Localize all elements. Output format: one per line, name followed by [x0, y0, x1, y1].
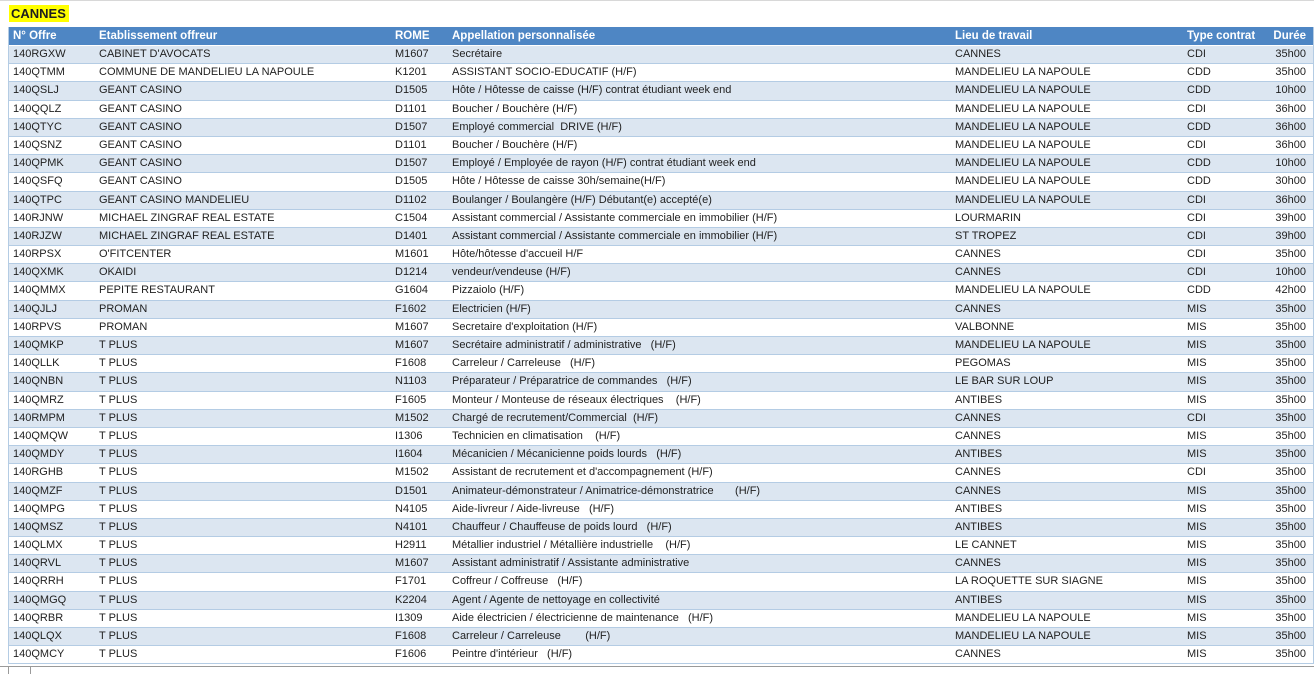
cell-offre[interactable]: 140QMQW	[13, 429, 69, 442]
cell-type-contrat[interactable]: CDD	[1187, 84, 1211, 97]
cell-etablissement[interactable]: MICHAEL ZINGRAF REAL ESTATE	[99, 211, 275, 224]
cell-lieu[interactable]: MANDELIEU LA NAPOULE	[955, 138, 1091, 151]
column-header-duree[interactable]: Durée	[1273, 30, 1306, 42]
cell-duree[interactable]: 35h00	[1275, 484, 1306, 497]
table-row	[9, 628, 1313, 646]
cell-offre[interactable]: 140QRVL	[13, 557, 62, 570]
cell-appellation[interactable]: Mécanicien / Mécanicienne poids lourds (H/F)	[452, 448, 682, 461]
grid-line-left	[8, 667, 9, 674]
cell-etablissement[interactable]: T PLUS	[99, 484, 138, 497]
cell-duree[interactable]: 10h00	[1275, 84, 1306, 97]
cell-etablissement[interactable]: T PLUS	[99, 466, 138, 479]
cell-duree[interactable]: 42h00	[1275, 284, 1306, 297]
column-header-rome[interactable]: ROME	[395, 30, 430, 42]
table-row	[9, 410, 1313, 428]
cell-type-contrat[interactable]: MIS	[1187, 575, 1207, 588]
cell-rome[interactable]: F1608	[395, 357, 427, 370]
cell-rome[interactable]: F1605	[395, 393, 427, 406]
cell-etablissement[interactable]: GEANT CASINO MANDELIEU	[99, 193, 250, 206]
cell-rome[interactable]: F1606	[395, 648, 427, 661]
cell-appellation[interactable]: Hôte / Hôtesse de caisse 30h/semaine(H/F)	[452, 175, 666, 188]
cell-duree[interactable]: 35h00	[1275, 466, 1306, 479]
cell-appellation[interactable]: Secrétaire administratif / administrative (H/F)	[452, 339, 676, 351]
cell-rome[interactable]: G1604	[395, 284, 429, 297]
table-row	[9, 446, 1313, 464]
cell-rome[interactable]: F1608	[395, 630, 427, 642]
cell-duree[interactable]: 35h00	[1275, 357, 1306, 370]
cell-duree[interactable]: 35h00	[1275, 448, 1306, 461]
cell-appellation[interactable]: Aide-livreur / Aide-livreuse (H/F)	[452, 502, 614, 515]
cell-appellation[interactable]: Boucher / Bouchère (H/F)	[452, 138, 578, 151]
cell-duree[interactable]: 35h00	[1275, 593, 1306, 606]
table-row	[9, 64, 1313, 82]
cell-lieu[interactable]: MANDELIEU LA NAPOULE	[955, 611, 1091, 624]
cell-lieu[interactable]: ANTIBES	[955, 393, 1003, 406]
table-row	[9, 155, 1313, 173]
cell-etablissement[interactable]: T PLUS	[99, 593, 138, 606]
cell-offre[interactable]: 140QSNZ	[13, 138, 62, 151]
cell-rome[interactable]: C1504	[395, 211, 428, 224]
cell-appellation[interactable]: Employé / Employée de rayon (H/F) contrat étudiant week end	[452, 157, 756, 170]
cell-rome[interactable]: D1505	[395, 175, 428, 188]
cell-lieu[interactable]: CANNES	[955, 429, 1001, 442]
cell-type-contrat[interactable]: CDI	[1187, 211, 1206, 224]
cell-rome[interactable]: H2911	[395, 539, 427, 552]
cell-type-contrat[interactable]: CDI	[1187, 193, 1206, 206]
cell-rome[interactable]: N4101	[395, 520, 428, 533]
cell-type-contrat[interactable]: CDD	[1187, 157, 1211, 170]
cell-duree[interactable]: 35h00	[1275, 429, 1306, 442]
cell-appellation[interactable]: Chauffeur / Chauffeuse de poids lourd (H/F)	[452, 520, 672, 533]
cell-rome[interactable]: D1102	[395, 193, 427, 206]
cell-etablissement[interactable]: T PLUS	[99, 411, 138, 424]
cell-duree[interactable]: 35h00	[1275, 630, 1306, 642]
cell-rome[interactable]: D1507	[395, 157, 428, 170]
cell-duree[interactable]: 39h00	[1275, 211, 1306, 224]
cell-type-contrat[interactable]: MIS	[1187, 611, 1207, 624]
cell-rome[interactable]: D1101	[395, 138, 427, 151]
cell-rome[interactable]: M1502	[395, 411, 429, 424]
table-row	[9, 337, 1313, 355]
cell-appellation[interactable]: Chargé de recrutement/Commercial (H/F)	[452, 411, 659, 424]
cell-appellation[interactable]: Peintre d'intérieur (H/F)	[452, 648, 573, 661]
cell-lieu[interactable]: ANTIBES	[955, 593, 1003, 606]
cell-duree[interactable]: 35h00	[1275, 375, 1306, 388]
bottom-grid-fragment	[0, 666, 1314, 674]
cell-duree[interactable]: 30h00	[1275, 175, 1306, 188]
column-header-lieu[interactable]: Lieu de travail	[955, 30, 1033, 42]
cell-rome[interactable]: F1701	[395, 575, 427, 588]
cell-offre[interactable]: 140RJZW	[13, 229, 62, 242]
cell-type-contrat[interactable]: CDI	[1187, 229, 1206, 242]
cell-offre[interactable]: 140QTPC	[13, 193, 62, 206]
table-row	[9, 573, 1313, 591]
cell-etablissement[interactable]: GEANT CASINO	[99, 138, 182, 151]
cell-offre[interactable]: 140QMPG	[13, 502, 65, 515]
cell-offre[interactable]: 140QRBR	[13, 611, 64, 624]
table-row	[9, 428, 1313, 446]
cell-type-contrat[interactable]: MIS	[1187, 320, 1207, 333]
cell-appellation[interactable]: Monteur / Monteuse de réseaux électriques (H/F)	[452, 393, 701, 406]
table-row	[9, 319, 1313, 337]
cell-offre[interactable]: 140RGXW	[13, 48, 66, 60]
table-row	[9, 246, 1313, 264]
cell-type-contrat[interactable]: MIS	[1187, 648, 1207, 661]
cell-duree[interactable]: 36h00	[1275, 120, 1306, 133]
cell-etablissement[interactable]: COMMUNE DE MANDELIEU LA NAPOULE	[99, 66, 315, 79]
cell-type-contrat[interactable]: MIS	[1187, 448, 1207, 461]
table-row	[9, 173, 1313, 191]
cell-type-contrat[interactable]: MIS	[1187, 375, 1207, 388]
cell-offre[interactable]: 140QLMX	[13, 539, 63, 552]
grid-line-column	[30, 667, 31, 674]
cell-etablissement[interactable]: T PLUS	[99, 630, 138, 642]
cell-appellation[interactable]: ASSISTANT SOCIO-EDUCATIF (H/F)	[452, 66, 637, 79]
cell-lieu[interactable]: CANNES	[955, 302, 1001, 315]
cell-duree[interactable]: 10h00	[1275, 157, 1306, 170]
cell-type-contrat[interactable]: CDD	[1187, 175, 1211, 188]
cell-lieu[interactable]: ANTIBES	[955, 448, 1003, 461]
cell-duree[interactable]: 35h00	[1275, 557, 1306, 570]
cell-etablissement[interactable]: GEANT CASINO	[99, 157, 182, 170]
cell-type-contrat[interactable]: CDI	[1187, 102, 1206, 115]
cell-appellation[interactable]: Métallier industriel / Métallière industrielle (H/F)	[452, 539, 691, 552]
cell-appellation[interactable]: Pizzaiolo (H/F)	[452, 284, 525, 297]
cell-offre[interactable]: 140QJLJ	[13, 302, 58, 315]
cell-duree[interactable]: 35h00	[1275, 502, 1306, 515]
cell-lieu[interactable]: CANNES	[955, 248, 1001, 261]
table-row	[9, 101, 1313, 119]
cell-type-contrat[interactable]: MIS	[1187, 393, 1207, 406]
cell-appellation[interactable]: Carreleur / Carreleuse (H/F)	[452, 630, 611, 642]
cell-duree[interactable]: 36h00	[1275, 138, 1306, 151]
cell-appellation[interactable]: Assistant commercial / Assistante commerciale en immobilier (H/F)	[452, 229, 778, 242]
cell-lieu[interactable]: MANDELIEU LA NAPOULE	[955, 66, 1091, 79]
cell-type-contrat[interactable]: CDI	[1187, 411, 1206, 424]
region-title-cell[interactable]: CANNES	[9, 5, 69, 22]
table-row	[9, 82, 1313, 100]
cell-type-contrat[interactable]: CDI	[1187, 138, 1206, 151]
table-row	[9, 519, 1313, 537]
cell-rome[interactable]: M1607	[395, 339, 429, 351]
table-row	[9, 210, 1313, 228]
cell-appellation[interactable]: Animateur-démonstrateur / Animatrice-démonstratrice (H/F)	[452, 484, 761, 497]
cell-lieu[interactable]: LA ROQUETTE SUR SIAGNE	[955, 575, 1103, 588]
cell-duree[interactable]: 35h00	[1275, 575, 1306, 588]
cell-offre[interactable]: 140QMRZ	[13, 393, 64, 406]
cell-appellation[interactable]: Carreleur / Carreleuse (H/F)	[452, 357, 596, 370]
cell-type-contrat[interactable]: MIS	[1187, 630, 1207, 642]
cell-type-contrat[interactable]: CDD	[1187, 66, 1211, 79]
cell-lieu[interactable]: MANDELIEU LA NAPOULE	[955, 157, 1091, 170]
table-row	[9, 592, 1313, 610]
cell-rome[interactable]: D1501	[395, 484, 428, 497]
cell-type-contrat[interactable]: CDI	[1187, 48, 1206, 60]
cell-type-contrat[interactable]: CDI	[1187, 266, 1206, 279]
cell-appellation[interactable]: Coffreur / Coffreuse (H/F)	[452, 575, 583, 588]
cell-rome[interactable]: I1306	[395, 429, 423, 442]
table-row	[9, 137, 1313, 155]
cell-duree[interactable]: 35h00	[1275, 48, 1306, 60]
cell-rome[interactable]: I1309	[395, 611, 423, 624]
cell-lieu[interactable]: MANDELIEU LA NAPOULE	[955, 84, 1091, 97]
table-header-row	[9, 27, 1313, 46]
table-row	[9, 192, 1313, 210]
cell-lieu[interactable]: PEGOMAS	[955, 357, 1011, 370]
cell-etablissement[interactable]: T PLUS	[99, 575, 138, 588]
cell-duree[interactable]: 36h00	[1275, 102, 1306, 115]
cell-rome[interactable]: F1602	[395, 302, 427, 315]
cell-lieu[interactable]: ANTIBES	[955, 502, 1003, 515]
cell-offre[interactable]: 140QSFQ	[13, 175, 63, 188]
cell-etablissement[interactable]: O'FITCENTER	[99, 248, 172, 261]
cell-etablissement[interactable]: T PLUS	[99, 448, 138, 461]
table-row	[9, 464, 1313, 482]
cell-offre[interactable]: 140QXMK	[13, 266, 64, 279]
table-row	[9, 228, 1313, 246]
cell-appellation[interactable]: Assistant administratif / Assistante administrative	[452, 557, 690, 570]
cell-lieu[interactable]: MANDELIEU LA NAPOULE	[955, 339, 1091, 351]
table-body	[9, 46, 1313, 664]
cell-offre[interactable]: 140RGHB	[13, 466, 64, 479]
cell-lieu[interactable]: MANDELIEU LA NAPOULE	[955, 102, 1091, 115]
cell-duree[interactable]: 39h00	[1275, 229, 1306, 242]
cell-lieu[interactable]: MANDELIEU LA NAPOULE	[955, 630, 1091, 642]
cell-type-contrat[interactable]: MIS	[1187, 339, 1207, 351]
table-row	[9, 610, 1313, 628]
cell-offre[interactable]: 140QRRH	[13, 575, 64, 588]
cell-appellation[interactable]: Aide électricien / électricienne de maintenance (H/F)	[452, 611, 714, 624]
cell-etablissement[interactable]: T PLUS	[99, 648, 138, 661]
cell-etablissement[interactable]: T PLUS	[99, 539, 138, 552]
table-row	[9, 537, 1313, 555]
cell-offre[interactable]: 140QLLK	[13, 357, 60, 370]
cell-rome[interactable]: K2204	[395, 593, 427, 606]
cell-lieu[interactable]: CANNES	[955, 484, 1001, 497]
table-row	[9, 264, 1313, 282]
cell-duree[interactable]: 35h00	[1275, 66, 1306, 79]
cell-offre[interactable]: 140RPVS	[13, 320, 62, 333]
cell-etablissement[interactable]: GEANT CASINO	[99, 120, 182, 133]
cell-rome[interactable]: N1103	[395, 375, 427, 388]
cell-etablissement[interactable]: PROMAN	[99, 320, 148, 333]
cell-etablissement[interactable]: OKAIDI	[99, 266, 137, 279]
cell-etablissement[interactable]: T PLUS	[99, 429, 138, 442]
cell-offre[interactable]: 140QTYC	[13, 120, 62, 133]
cell-duree[interactable]: 10h00	[1275, 266, 1306, 279]
cell-appellation[interactable]: Boulanger / Boulangère (H/F) Débutant(e) accepté(e)	[452, 193, 712, 206]
cell-rome[interactable]: D1507	[395, 120, 428, 133]
cell-appellation[interactable]: Agent / Agente de nettoyage en collectivité	[452, 593, 660, 606]
cell-rome[interactable]: I1604	[395, 448, 423, 461]
cell-offre[interactable]: 140QMCY	[13, 648, 65, 661]
cell-appellation[interactable]: Electricien (H/F)	[452, 302, 531, 315]
cell-etablissement[interactable]: T PLUS	[99, 339, 138, 351]
cell-offre[interactable]: 140QMSZ	[13, 520, 64, 533]
cell-rome[interactable]: D1214	[395, 266, 428, 279]
cell-duree[interactable]: 35h00	[1275, 539, 1306, 552]
cell-lieu[interactable]: CANNES	[955, 411, 1001, 424]
cell-lieu[interactable]: LE CANNET	[955, 539, 1017, 552]
cell-etablissement[interactable]: MICHAEL ZINGRAF REAL ESTATE	[99, 229, 275, 242]
cell-type-contrat[interactable]: MIS	[1187, 429, 1207, 442]
cell-type-contrat[interactable]: MIS	[1187, 502, 1207, 515]
cell-rome[interactable]: D1101	[395, 102, 427, 115]
column-header-appellation[interactable]: Appellation personnalisée	[452, 30, 596, 42]
cell-duree[interactable]: 36h00	[1275, 193, 1306, 206]
cell-offre[interactable]: 140QTMM	[13, 66, 65, 79]
cell-appellation[interactable]: Employé commercial DRIVE (H/F)	[452, 120, 622, 133]
cell-offre[interactable]: 140QLQX	[13, 630, 62, 642]
cell-offre[interactable]: 140QMZF	[13, 484, 63, 497]
cell-offre[interactable]: 140RPSX	[13, 248, 62, 261]
cell-type-contrat[interactable]: MIS	[1187, 593, 1207, 606]
cell-appellation[interactable]: Technicien en climatisation (H/F)	[452, 429, 621, 442]
cell-offre[interactable]: 140RMPM	[13, 411, 65, 424]
cell-etablissement[interactable]: T PLUS	[99, 502, 138, 515]
cell-rome[interactable]: M1607	[395, 320, 429, 333]
cell-appellation[interactable]: vendeur/vendeuse (H/F)	[452, 266, 571, 279]
cell-rome[interactable]: N4105	[395, 502, 428, 515]
cell-type-contrat[interactable]: MIS	[1187, 302, 1207, 315]
cell-rome[interactable]: M1607	[395, 557, 429, 570]
cell-lieu[interactable]: LOURMARIN	[955, 211, 1022, 224]
column-header-offre[interactable]: N° Offre	[13, 30, 57, 42]
cell-duree[interactable]: 35h00	[1275, 411, 1306, 424]
cell-duree[interactable]: 35h00	[1275, 648, 1306, 661]
cell-appellation[interactable]: Secretaire d'exploitation (H/F)	[452, 320, 598, 333]
cell-lieu[interactable]: CANNES	[955, 266, 1001, 279]
cell-rome[interactable]: M1607	[395, 48, 429, 60]
cell-appellation[interactable]: Assistant commercial / Assistante commerciale en immobilier (H/F)	[452, 211, 778, 224]
cell-lieu[interactable]: CANNES	[955, 557, 1001, 570]
cell-offre[interactable]: 140QMDY	[13, 448, 65, 461]
cell-offre[interactable]: 140QSLJ	[13, 84, 59, 97]
cell-duree[interactable]: 35h00	[1275, 611, 1306, 624]
cell-offre[interactable]: 140QMKP	[13, 339, 64, 351]
cell-lieu[interactable]: CANNES	[955, 648, 1001, 661]
cell-duree[interactable]: 35h00	[1275, 320, 1306, 333]
cell-type-contrat[interactable]: MIS	[1187, 539, 1207, 552]
cell-lieu[interactable]: CANNES	[955, 48, 1001, 60]
cell-etablissement[interactable]: CABINET D'AVOCATS	[99, 48, 211, 60]
table-row	[9, 355, 1313, 373]
cell-type-contrat[interactable]: MIS	[1187, 484, 1207, 497]
cell-etablissement[interactable]: T PLUS	[99, 393, 138, 406]
column-header-etablissement[interactable]: Etablissement offreur	[99, 30, 218, 42]
cell-etablissement[interactable]: T PLUS	[99, 557, 138, 570]
cell-type-contrat[interactable]: CDI	[1187, 466, 1206, 479]
cell-etablissement[interactable]: GEANT CASINO	[99, 175, 182, 188]
cell-lieu[interactable]: LE BAR SUR LOUP	[955, 375, 1054, 388]
cell-duree[interactable]: 35h00	[1275, 302, 1306, 315]
cell-appellation[interactable]: Préparateur / Préparatrice de commandes (H/F)	[452, 375, 692, 388]
cell-lieu[interactable]: MANDELIEU LA NAPOULE	[955, 175, 1091, 188]
cell-type-contrat[interactable]: MIS	[1187, 357, 1207, 370]
cell-offre[interactable]: 140QQLZ	[13, 102, 62, 115]
cell-appellation[interactable]: Assistant de recrutement et d'accompagnement (H/F)	[452, 466, 713, 479]
cell-appellation[interactable]: Secrétaire	[452, 48, 503, 60]
cell-type-contrat[interactable]: CDD	[1187, 120, 1211, 133]
table-row	[9, 555, 1313, 573]
title-row	[0, 1, 1314, 23]
cell-duree[interactable]: 35h00	[1275, 248, 1306, 261]
cell-duree[interactable]: 35h00	[1275, 520, 1306, 533]
table-row	[9, 646, 1313, 664]
cell-appellation[interactable]: Boucher / Bouchère (H/F)	[452, 102, 578, 115]
cell-rome[interactable]: K1201	[395, 66, 427, 79]
cell-duree[interactable]: 35h00	[1275, 393, 1306, 406]
cell-duree[interactable]: 35h00	[1275, 339, 1306, 351]
cell-offre[interactable]: 140QMGQ	[13, 593, 67, 606]
cell-etablissement[interactable]: GEANT CASINO	[99, 102, 182, 115]
table-row	[9, 373, 1313, 391]
cell-lieu[interactable]: ANTIBES	[955, 520, 1003, 533]
job-offers-table	[8, 27, 1314, 664]
table-row	[9, 119, 1313, 137]
cell-type-contrat[interactable]: CDD	[1187, 284, 1211, 297]
cell-lieu[interactable]: ST TROPEZ	[955, 229, 1017, 242]
cell-appellation[interactable]: Hôte/hôtesse d'accueil H/F	[452, 248, 584, 261]
cell-lieu[interactable]: MANDELIEU LA NAPOULE	[955, 120, 1091, 133]
table-row	[9, 282, 1313, 300]
table-row	[9, 501, 1313, 519]
column-header-type-contrat[interactable]: Type contrat	[1187, 30, 1256, 42]
cell-appellation[interactable]: Hôte / Hôtesse de caisse (H/F) contrat étudiant week end	[452, 84, 732, 97]
cell-type-contrat[interactable]: MIS	[1187, 520, 1207, 533]
cell-etablissement[interactable]: T PLUS	[99, 611, 138, 624]
cell-rome[interactable]: D1401	[395, 229, 428, 242]
cell-offre[interactable]: 140RJNW	[13, 211, 64, 224]
cell-type-contrat[interactable]: CDI	[1187, 248, 1206, 261]
cell-offre[interactable]: 140QPMK	[13, 157, 64, 170]
cell-rome[interactable]: M1502	[395, 466, 429, 479]
table-row	[9, 301, 1313, 319]
cell-lieu[interactable]: CANNES	[955, 466, 1001, 479]
cell-etablissement[interactable]: T PLUS	[99, 375, 138, 388]
cell-etablissement[interactable]: GEANT CASINO	[99, 84, 182, 97]
cell-offre[interactable]: 140QNBN	[13, 375, 64, 388]
cell-rome[interactable]: D1505	[395, 84, 428, 97]
cell-rome[interactable]: M1601	[395, 248, 429, 261]
cell-etablissement[interactable]: T PLUS	[99, 357, 138, 370]
cell-type-contrat[interactable]: MIS	[1187, 557, 1207, 570]
cell-etablissement[interactable]: T PLUS	[99, 520, 138, 533]
cell-etablissement[interactable]: PROMAN	[99, 302, 148, 315]
cell-offre[interactable]: 140QMMX	[13, 284, 66, 297]
table-row	[9, 483, 1313, 501]
cell-lieu[interactable]: VALBONNE	[955, 320, 1015, 333]
cell-lieu[interactable]: MANDELIEU LA NAPOULE	[955, 193, 1091, 206]
table-row	[9, 392, 1313, 410]
cell-lieu[interactable]: MANDELIEU LA NAPOULE	[955, 284, 1091, 297]
cell-etablissement[interactable]: PEPITE RESTAURANT	[99, 284, 215, 297]
table-row	[9, 46, 1313, 64]
